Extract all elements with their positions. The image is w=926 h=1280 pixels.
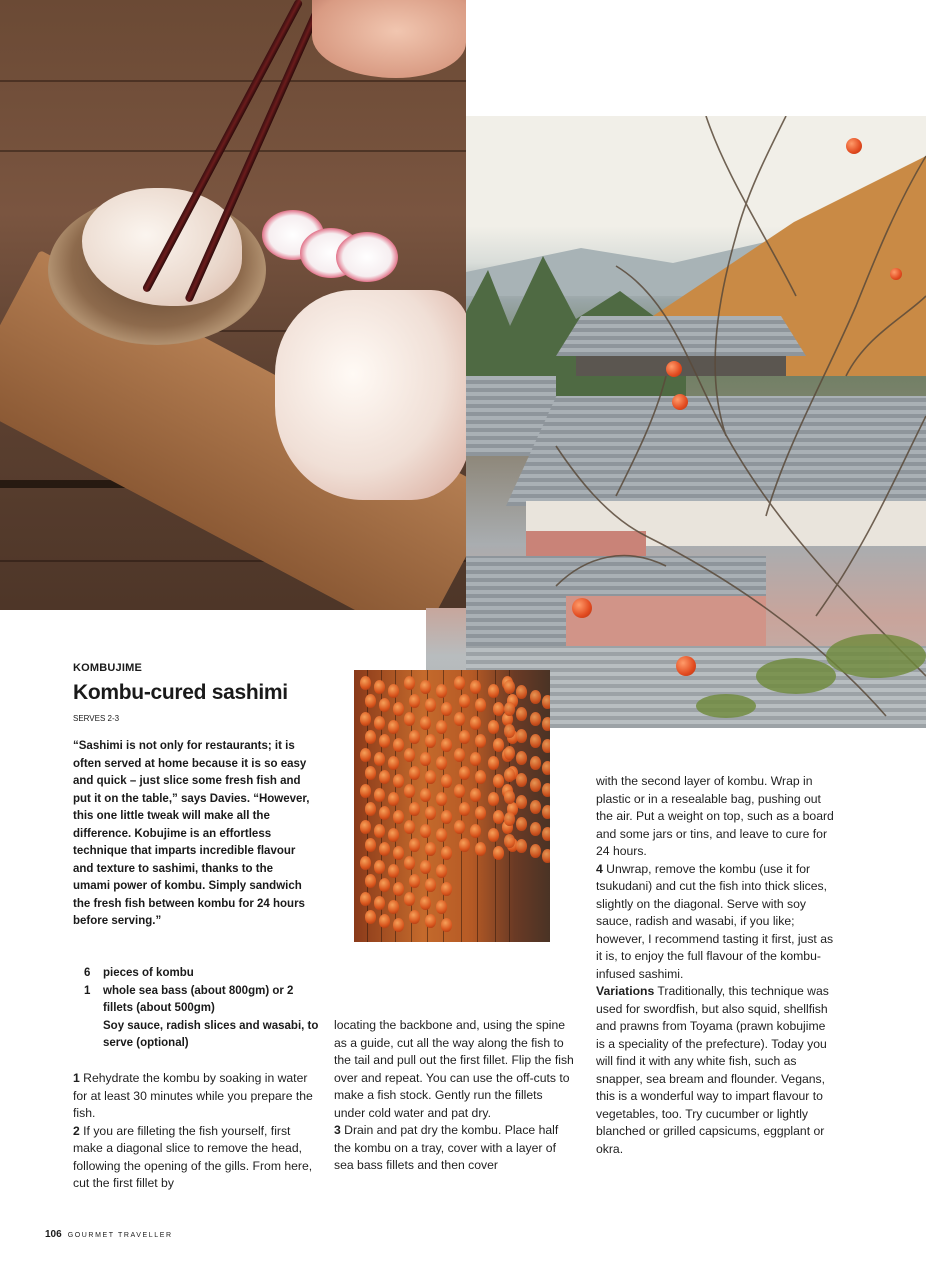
- dried-persimmon: [516, 795, 527, 809]
- dried-persimmon: [379, 698, 390, 712]
- dried-persimmon: [404, 892, 415, 906]
- ingredient-qty: 1: [84, 984, 91, 997]
- dried-persimmon: [365, 910, 376, 924]
- dried-persimmon: [488, 720, 499, 734]
- dried-persimmon: [379, 734, 390, 748]
- hand: [312, 0, 466, 78]
- dried-persimmon: [470, 788, 481, 802]
- dried-persimmon: [530, 734, 541, 748]
- dried-persimmon: [374, 788, 385, 802]
- step-text: with the second layer of kombu. Wrap in plastic or in a resealable bag, pushing out the air. Put a weight on top, such as a board and some jars or tins, and leave to cure for 24 hours.: [596, 774, 834, 858]
- dried-persimmon: [542, 717, 550, 731]
- dried-persimmon: [542, 761, 550, 775]
- dried-persimmon: [470, 680, 481, 694]
- ingredient-list: [84, 965, 324, 1053]
- step-number: 4: [596, 861, 603, 876]
- dried-persimmon: [425, 842, 436, 856]
- dried-persimmon: [530, 756, 541, 770]
- dried-persimmon: [504, 680, 515, 694]
- dried-persimmon: [493, 846, 504, 860]
- dried-persimmon: [425, 878, 436, 892]
- dried-persimmon: [488, 792, 499, 806]
- dried-persimmon: [441, 918, 452, 932]
- dried-persimmon: [516, 707, 527, 721]
- dried-persimmon: [470, 716, 481, 730]
- dried-persimmon: [504, 702, 515, 716]
- method-step-1: [73, 1070, 313, 1123]
- dried-persimmon: [360, 892, 371, 906]
- dried-persimmon: [516, 839, 527, 853]
- magazine-name: GOURMET TRAVELLER: [67, 1232, 173, 1239]
- dried-persimmon: [409, 874, 420, 888]
- dried-persimmon: [388, 864, 399, 878]
- ingredient-qty: [84, 1018, 103, 1053]
- dried-persimmon: [530, 844, 541, 858]
- dried-persimmon: [374, 716, 385, 730]
- dried-persimmon: [454, 748, 465, 762]
- dried-persimmon: [436, 756, 447, 770]
- dried-persimmon: [436, 684, 447, 698]
- dried-persimmon: [360, 784, 371, 798]
- ingredient-item: [84, 1018, 324, 1053]
- dried-persimmon: [388, 792, 399, 806]
- dried-persimmon: [436, 828, 447, 842]
- step-text: If you are filleting the fish yourself, first make a diagonal slice to remove the head, following the opening of the gills. From here, cut the first fillet by: [73, 1123, 313, 1190]
- dried-persimmon: [441, 738, 452, 752]
- ingredient-item: [84, 965, 324, 983]
- step-number: 3: [334, 1123, 341, 1137]
- dried-persimmon: [516, 817, 527, 831]
- dried-persimmon: [365, 874, 376, 888]
- dried-persimmon: [454, 784, 465, 798]
- step-text: Drain and pat dry the kombu. Place half the kombu on a tray, cover with a layer of sea bass fillets and then cover: [334, 1123, 559, 1172]
- dried-persimmon: [542, 695, 550, 709]
- dried-persimmon: [425, 770, 436, 784]
- dried-persimmon: [488, 828, 499, 842]
- ingredient-text: pieces of kombu: [103, 967, 194, 979]
- dried-persimmon: [504, 790, 515, 804]
- dried-persimmon: [360, 748, 371, 762]
- method-step-4: [596, 861, 836, 984]
- page-footer: [45, 1229, 173, 1240]
- dried-persimmon: [459, 802, 470, 816]
- sashimi-fillet: [275, 290, 466, 500]
- persimmon-fruit: [666, 361, 682, 377]
- persimmon-fruit: [672, 394, 688, 410]
- dried-persimmon: [388, 684, 399, 698]
- method-column-1: [73, 1070, 313, 1193]
- recipe-intro: “Sashimi is not only for restaurants; it is often served at home because it is so easy and quick – just slice some fresh fish and put it on the table,” says Davies. “However, this one little tweak will make all the difference. Kobujime is an effortless technique that imparts incredible flavour and texture to sashimi, thanks to the umami power of kombu. Simply sandwich the fresh fish between kombu for 24 hours before serving.”: [73, 740, 310, 927]
- recipe-title: Kombu-cured sashimi: [73, 681, 288, 704]
- dried-persimmon: [530, 712, 541, 726]
- method-step-2-cont: [334, 1017, 574, 1122]
- dried-persimmon: [459, 766, 470, 780]
- dried-persimmon: [404, 712, 415, 726]
- dried-persimmon: [504, 812, 515, 826]
- dried-persimmon: [488, 684, 499, 698]
- dried-persimmon: [379, 914, 390, 928]
- dried-persimmon: [388, 756, 399, 770]
- method-column-2: [334, 1017, 574, 1175]
- dried-persimmon: [436, 864, 447, 878]
- dried-persimmon: [470, 824, 481, 838]
- dried-persimmon: [409, 766, 420, 780]
- dried-persimmon: [374, 824, 385, 838]
- dried-persimmon: [360, 712, 371, 726]
- dried-persimmon: [374, 752, 385, 766]
- dried-persimmon: [530, 778, 541, 792]
- dried-persimmon: [530, 690, 541, 704]
- dried-persimmon: [374, 860, 385, 874]
- dried-persimmon: [393, 774, 404, 788]
- step-number: 1: [73, 1071, 80, 1085]
- dried-persimmon: [365, 838, 376, 852]
- dried-persimmon: [459, 730, 470, 744]
- page-number: 106: [45, 1229, 62, 1240]
- dried-persimmon: [530, 800, 541, 814]
- dried-persimmon: [441, 882, 452, 896]
- dried-persimmon: [420, 752, 431, 766]
- dried-persimmon: [441, 774, 452, 788]
- dried-persimmon: [379, 878, 390, 892]
- dried-persimmon: [475, 698, 486, 712]
- dried-persimmon: [404, 748, 415, 762]
- dried-persimmon: [374, 896, 385, 910]
- dried-persimmon: [441, 702, 452, 716]
- dried-persimmon: [420, 896, 431, 910]
- dried-persimmon: [360, 676, 371, 690]
- dried-persimmon: [454, 676, 465, 690]
- dried-persimmon: [504, 746, 515, 760]
- dried-persimmon: [388, 900, 399, 914]
- variations: [596, 983, 836, 1158]
- dried-persimmon: [454, 712, 465, 726]
- dried-persimmon: [404, 784, 415, 798]
- step-number: 2: [73, 1123, 80, 1138]
- dried-persimmon: [365, 802, 376, 816]
- dried-persimmon: [436, 792, 447, 806]
- dried-persimmon: [360, 820, 371, 834]
- method-step-2: [73, 1123, 313, 1193]
- step-text: locating the backbone and, using the spine as a guide, cut all the way along the fish to the tail and pull out the first fillet. Flip the fish over and repeat. You can use the off-cuts to make a fish stock. Gently run the fillets under cold water and pat dry.: [334, 1018, 574, 1120]
- method-step-3-cont: [596, 773, 836, 861]
- dried-persimmon: [436, 900, 447, 914]
- dried-persimmon: [470, 752, 481, 766]
- dried-persimmon: [441, 810, 452, 824]
- variations-text: Traditionally, this technique was used for swordfish, but also squid, shellfish and prawns from Toyama (prawn kobujime is a speciality of the prefecture). Today you will find it with any white fish, such as snapper, sea bream and flounder. Vegans, this is a wonderful way to impart flavour to vegetables, too. Try cucumber or lightly blanched or grilled capsicums, eggplant or okra.: [596, 984, 829, 1156]
- dried-persimmon: [404, 676, 415, 690]
- step-text: Unwrap, remove the kombu (use it for tsukudani) and cut the fish into thick slices, slightly on the diagonal. Serve with soy sauce, radish and wasabi, if you like; however, I recommend tasting it first, just as it is, to enjoy the full flavour of the kombu-infused sashimi.: [596, 861, 834, 981]
- dried-persimmon: [425, 734, 436, 748]
- dried-persimmon: [420, 680, 431, 694]
- sashimi-photo: [0, 0, 466, 610]
- dried-persimmon: [542, 849, 550, 863]
- dried-persimmon: [504, 768, 515, 782]
- dried-persimmon: [420, 716, 431, 730]
- tree-branches: [466, 116, 926, 728]
- persimmon-fruit: [676, 656, 696, 676]
- dried-persimmon: [459, 694, 470, 708]
- dried-persimmon: [516, 773, 527, 787]
- dried-persimmon: [516, 685, 527, 699]
- dried-persimmon: [425, 806, 436, 820]
- dried-persimmon: [379, 842, 390, 856]
- dried-persimmon: [516, 751, 527, 765]
- village-persimmon-photo: [466, 116, 926, 728]
- dried-persimmon: [420, 824, 431, 838]
- ingredient-item: [84, 983, 324, 1018]
- dried-persimmon: [388, 828, 399, 842]
- dried-persimmon: [475, 770, 486, 784]
- dried-persimmon: [542, 783, 550, 797]
- dried-persimmon: [409, 694, 420, 708]
- dried-persimmon: [409, 730, 420, 744]
- dried-persimmon: [409, 910, 420, 924]
- step-text: Rehydrate the kombu by soaking in water for at least 30 minutes while you prepare the fish.: [73, 1071, 313, 1120]
- method-step-3: [334, 1122, 574, 1175]
- dried-persimmon: [393, 738, 404, 752]
- dried-persimmon: [393, 918, 404, 932]
- dried-persimmon: [542, 805, 550, 819]
- ingredient-qty: 6: [84, 967, 91, 979]
- dried-persimmon: [365, 694, 376, 708]
- dried-persimmon: [404, 856, 415, 870]
- dried-persimmon: [365, 730, 376, 744]
- dried-persimmon: [488, 756, 499, 770]
- variations-label: Variations: [596, 984, 655, 998]
- dried-persimmon: [409, 838, 420, 852]
- dried-persimmon: [365, 766, 376, 780]
- dried-persimmon: [425, 698, 436, 712]
- persimmon-fruit: [572, 598, 592, 618]
- dried-persimmon: [393, 846, 404, 860]
- dried-persimmon: [441, 846, 452, 860]
- dried-persimmon: [388, 720, 399, 734]
- ingredient-text: whole sea bass (about 800gm) or 2 fillets (about 500gm): [103, 984, 294, 1014]
- dried-persimmon: [420, 860, 431, 874]
- dried-persimmon: [475, 842, 486, 856]
- persimmon-fruit: [846, 138, 862, 154]
- dried-persimmon: [504, 724, 515, 738]
- dried-persimmon: [475, 806, 486, 820]
- dried-persimmon: [436, 720, 447, 734]
- recipe-serves: SERVES 2-3: [73, 714, 120, 723]
- dried-persimmon: [420, 788, 431, 802]
- dried-persimmon: [393, 810, 404, 824]
- dried-persimmon: [475, 734, 486, 748]
- dried-persimmon: [516, 729, 527, 743]
- dried-persimmon: [425, 914, 436, 928]
- dried-persimmon: [393, 882, 404, 896]
- dried-persimmon: [360, 856, 371, 870]
- recipe-kicker: KOMBUJIME: [73, 662, 143, 674]
- dried-persimmon: [542, 739, 550, 753]
- dried-persimmon: [393, 702, 404, 716]
- method-column-3: [596, 773, 836, 1158]
- dried-persimmon: [379, 770, 390, 784]
- dried-persimmon: [409, 802, 420, 816]
- hanging-persimmons-photo: [354, 670, 550, 942]
- dried-persimmon: [379, 806, 390, 820]
- persimmon-fruit: [890, 268, 902, 280]
- dried-persimmon: [404, 820, 415, 834]
- dried-persimmon: [542, 827, 550, 841]
- dried-persimmon: [504, 834, 515, 848]
- ingredient-text: Soy sauce, radish slices and wasabi, to serve (optional): [103, 1019, 319, 1049]
- dried-persimmon: [459, 838, 470, 852]
- radish-slice: [336, 232, 398, 282]
- dried-persimmon: [374, 680, 385, 694]
- dried-persimmon: [454, 820, 465, 834]
- dried-persimmon: [530, 822, 541, 836]
